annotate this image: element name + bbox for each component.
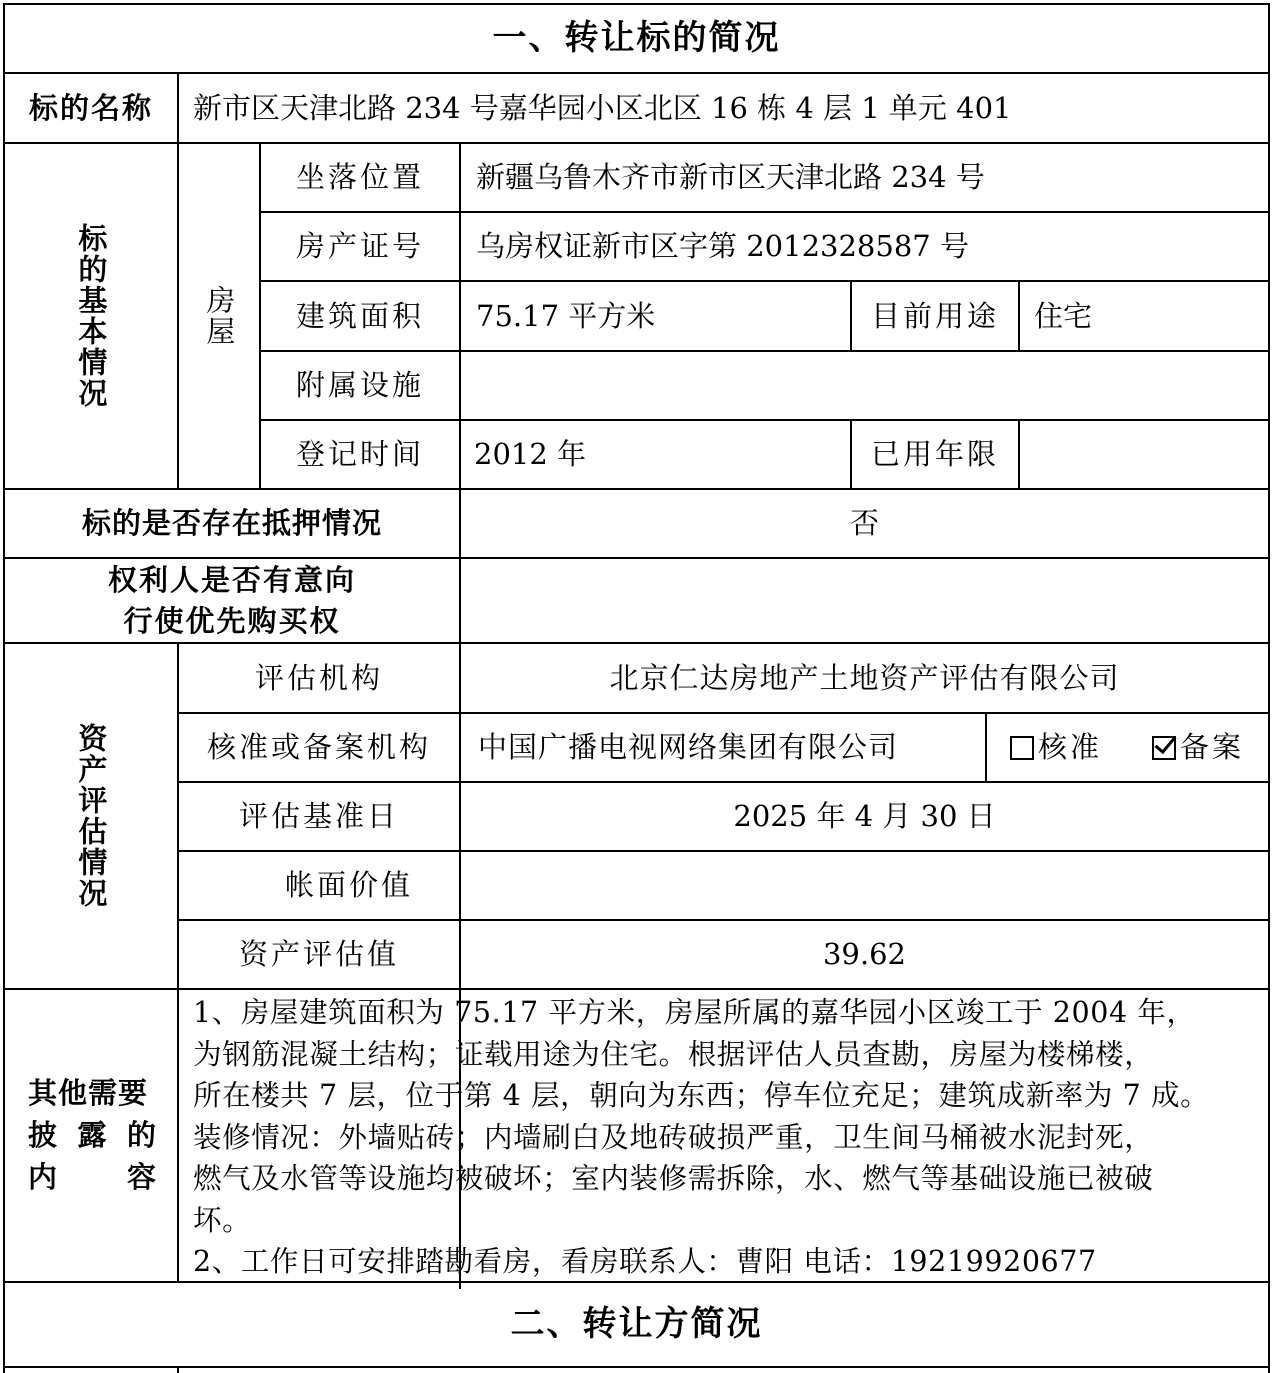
grid-line — [985, 712, 987, 782]
disclosure-label-char: 披 — [28, 1118, 58, 1152]
use-value: 住宅 — [1034, 298, 1093, 333]
house-label — [179, 144, 259, 488]
cert-value: 乌房权证新市区字第 2012328587 号 — [476, 229, 969, 264]
preemption-label-line2: 行使优先购买权 — [123, 603, 341, 638]
base-date-label: 评估基准日 — [238, 799, 399, 834]
disclosure-line: 2、工作日可安排踏勘看房，看房联系人：曹阳 电话：19219920677 — [193, 1245, 1097, 1278]
book-value-label: 帐面价值 — [284, 868, 413, 903]
years-used-label: 已用年限 — [870, 437, 999, 472]
disclosure-label — [28, 1070, 156, 1200]
years-used-value — [1034, 421, 1266, 488]
registration-value: 2012 年 — [474, 437, 587, 472]
disclosure-label-line1: 其他需要 — [28, 1076, 149, 1110]
mortgage-label: 标的是否存在抵押情况 — [81, 506, 382, 541]
name-value: 新市区天津北路 234 号嘉华园小区北区 16 栋 4 层 1 单元 401 — [193, 90, 1012, 125]
appraised-value: 39.62 — [822, 937, 907, 972]
valuation-label-text: 资产评估情况 — [74, 723, 109, 909]
record-option[interactable] — [1152, 714, 1267, 781]
appraiser-value: 北京仁达房地产土地资产评估有限公司 — [609, 660, 1120, 695]
basic-info-label — [5, 144, 177, 488]
approve-option[interactable] — [1010, 714, 1130, 781]
section-title: 一、转让标的简况 — [492, 18, 781, 59]
basic-info-label-text: 标的基本情况 — [74, 223, 109, 409]
location-value: 新疆乌鲁木齐市新市区天津北路 234 号 — [476, 160, 985, 195]
facilities-label: 附属设施 — [295, 368, 424, 403]
preemption-label-line1: 权利人是否有意向 — [107, 562, 356, 597]
base-date-value: 2025 年 4 月 30 日 — [733, 799, 996, 834]
house-label-text: 房屋 — [202, 285, 237, 347]
appraiser-label: 评估机构 — [254, 660, 383, 695]
approval-org-value: 中国广播电视网络集团有限公司 — [478, 730, 899, 765]
disclosure-line: 1、房屋建筑面积为 75.17 平方米，房屋所属的嘉华园小区竣工于 2004 年， — [193, 996, 1196, 1029]
disclosure-line: 燃气及水管等设施均被破坏；室内装修需拆除，水、燃气等基础设施已被破 — [193, 1162, 1154, 1195]
disclosure-label-line3 — [28, 1156, 156, 1198]
area-label: 建筑面积 — [295, 298, 424, 333]
grid-line — [3, 1366, 1270, 1368]
location-label: 坐落位置 — [295, 160, 424, 195]
grid-line — [1018, 419, 1020, 489]
approve-checkbox[interactable] — [1010, 736, 1034, 760]
preemption-label — [5, 559, 459, 642]
disclosure-line: 为钢筋混凝土结构；证载用途为住宅。根据评估人员查勘，房屋为楼梯楼， — [193, 1037, 1154, 1071]
disclosure-label-char: 内 — [28, 1160, 58, 1194]
mortgage-value: 否 — [849, 506, 879, 541]
disclosure-line: 装修情况：外墙贴砖；内墙刷白及地砖破损严重，卫生间马桶被水泥封死， — [193, 1120, 1154, 1154]
disclosure-label-char: 露 — [77, 1118, 107, 1152]
grid-line — [3, 988, 1270, 990]
record-option-label: 备案 — [1180, 730, 1245, 765]
cert-label: 房产证号 — [295, 229, 424, 264]
disclosure-content — [193, 992, 1265, 1283]
book-value — [461, 852, 1268, 919]
area-value: 75.17 平方米 — [476, 298, 656, 333]
disclosure-label-line2 — [28, 1114, 156, 1156]
use-label: 目前用途 — [870, 298, 999, 333]
valuation-label — [5, 644, 177, 988]
section-title: 二、转让方简况 — [510, 1304, 763, 1345]
grid-line — [1268, 3, 1270, 1373]
approve-option-label: 核准 — [1038, 730, 1103, 765]
disclosure-line: 所在楼共 7 层，位于第 4 层，朝向为东西；停车位充足；建筑成新率为 7 成。 — [193, 1079, 1210, 1112]
facilities-value — [476, 352, 1266, 419]
registration-label: 登记时间 — [295, 437, 424, 472]
name-label: 标的名称 — [28, 90, 153, 125]
approval-org-label: 核准或备案机构 — [206, 730, 431, 765]
disclosure-label-char: 容 — [126, 1160, 156, 1194]
grid-line — [177, 1366, 179, 1373]
grid-line — [1018, 280, 1020, 350]
disclosure-line: 坏。 — [193, 1203, 252, 1237]
record-checkbox-checked[interactable] — [1152, 736, 1176, 760]
disclosure-label-char: 的 — [126, 1118, 156, 1152]
preemption-value — [461, 559, 1268, 642]
appraised-value-label: 资产评估值 — [238, 937, 399, 972]
